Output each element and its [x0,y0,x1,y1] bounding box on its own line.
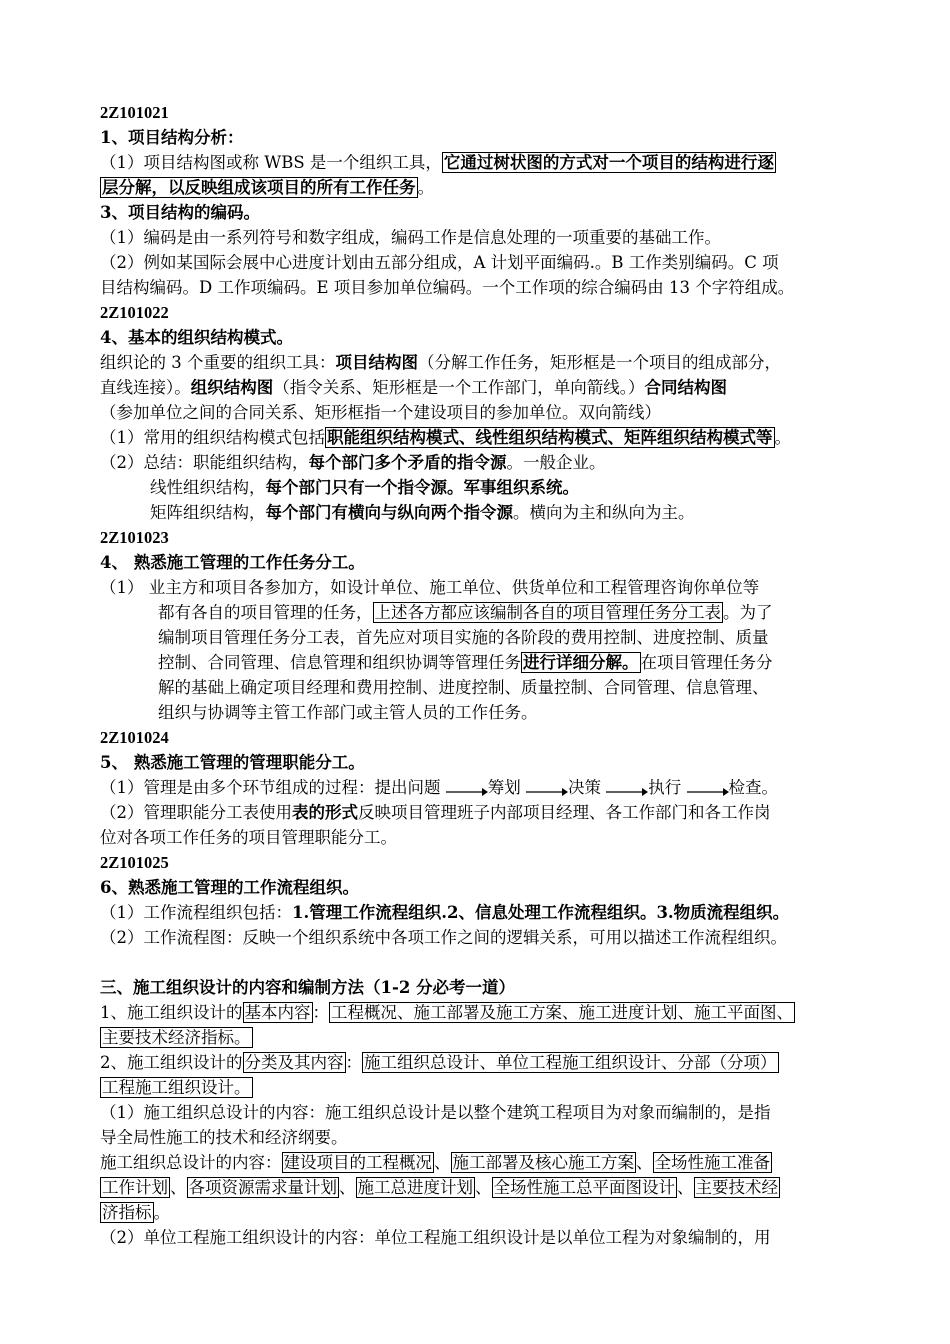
paragraph: 解的基础上确定项目经理和费用控制、进度控制、质量控制、合同管理、信息管理、 [158,678,769,697]
document-body [100,100,884,1250]
paragraph [100,1050,884,1075]
paragraph: （2）工作流程图：反映一个组织系统中各项工作之间的逻辑关系，可用以描述工作流程组织。 [100,928,787,947]
text: 、 [636,1153,653,1172]
text: 反映项目管理班子内部项目经理、各工作部门和各工作岗 [358,803,771,822]
paragraph [100,150,884,175]
paragraph [100,450,884,475]
text: （2）总结：职能组织结构， [100,453,309,472]
boxed-highlight: 它通过树状图的方式对一个项目的结构进行逐 [443,153,774,172]
paragraph [100,175,884,200]
section-code: 2Z101025 [100,853,169,872]
text: 、 [475,1178,492,1197]
process-arrow-icon [446,783,488,793]
paragraph [100,350,884,375]
paragraph [100,1150,884,1175]
paragraph: （1）施工组织总设计的内容：施工组织总设计是以整个建筑工程项目为对象而编制的，是指 [100,1103,771,1122]
paragraph [100,900,884,925]
process-step: 执行 [648,778,682,797]
text: 、 [677,1178,694,1197]
process-arrow-icon [687,783,729,793]
paragraph [100,650,884,675]
boxed-highlight: 职能组织结构模式、线性组织结构模式、矩阵组织结构模式等 [327,428,773,447]
text: 1、施工组织设计的 [100,1003,243,1022]
section-code: 2Z101023 [100,528,169,547]
text: 施工组织总设计的内容： [100,1153,282,1172]
boxed-highlight: 济指标 [102,1203,152,1222]
paragraph: 编制项目管理任务分工表，首先应对项目实施的各阶段的费用控制、进度控制、质量 [158,628,769,647]
paragraph [100,1075,884,1100]
process-arrow-icon [606,783,648,793]
section-heading: 三、施工组织设计的内容和编制方法（1-2 分必考一道） [100,978,516,997]
paragraph [100,475,884,500]
process-step: 检查。 [728,778,778,797]
process-line [100,775,884,800]
paragraph: （参加单位之间的合同关系、矩形框指一个建设项目的参加单位。双向箭线） [100,403,661,422]
paragraph: （2）单位工程施工组织设计的内容：单位工程施工组织设计是以单位工程为对象编制的，用 [100,1228,771,1247]
boxed-highlight: 施工部署及核心施工方案 [452,1153,634,1172]
boxed-highlight: 工程施工组织设计。 [102,1078,251,1097]
text: 在项目管理任务分 [640,653,773,672]
text: 都有各自的项目管理的任务， [158,603,373,622]
paragraph [100,600,884,625]
text: 2、施工组织设计的 [100,1053,243,1072]
text: （分解工作任务，矩形框是一个项目的组成部分， [418,353,781,372]
process-step: 决策 [568,778,601,797]
text: 线性组织结构， [150,478,266,497]
paragraph: 位对各项工作任务的项目管理职能分工。 [100,828,397,847]
boxed-highlight: 工程概况、施工部署及施工方案、施工进度计划、施工平面图、 [331,1003,793,1022]
text: 。 [417,178,434,197]
boxed-highlight: 施工总进度计划 [357,1178,473,1197]
text: 控制、合同管理、信息管理和组织协调等管理任务 [158,653,521,672]
boxed-highlight: 进行详细分解。 [523,653,639,672]
bold-text: 每个部门有横向与纵向两个指令源 [265,503,513,522]
boxed-highlight: 全场性施工准备 [654,1153,770,1172]
section-heading: 4、 熟悉施工管理的工作任务分工。 [100,553,365,572]
paragraph: （1）编码是由一系列符号和数字组成，编码工作是信息处理的一项重要的基础工作。 [100,228,721,247]
process-step: 筹划 [487,778,521,797]
paragraph: 导全局性施工的技术和经济纲要。 [100,1128,348,1147]
text: 矩阵组织结构， [150,503,266,522]
section-heading: 5、 熟悉施工管理的管理职能分工。 [100,753,365,772]
bold-text: 1.管理工作流程组织.2、信息处理工作流程组织。3.物质流程组织。 [292,903,790,922]
blank-line [100,950,884,975]
paragraph [100,1000,884,1025]
paragraph [100,500,884,525]
bold-text: 每个部门多个矛盾的指令源 [308,453,507,472]
section-heading: 4、基本的组织结构模式。 [100,328,293,347]
section-heading: 3、项目结构的编码。 [100,203,260,222]
text: 、 [339,1178,356,1197]
boxed-highlight: 主要技术经济指标。 [102,1028,251,1047]
paragraph: （2）例如某国际会展中心进度计划由五部分组成，A 计划平面编码.。B 工作类别编码。C 项 [100,253,779,272]
text: （1）常用的组织结构模式包括 [100,428,325,447]
paragraph [100,375,884,400]
paragraph [100,425,884,450]
boxed-highlight: 工作计划 [102,1178,168,1197]
boxed-highlight: 上述各方都应该编制各自的项目管理任务分工表 [374,603,721,622]
process-arrow-icon [526,783,568,793]
boxed-highlight: 施工组织总设计、单位工程施工组织设计、分部（分项） [364,1053,777,1072]
bold-text: 合同结构图 [644,378,727,397]
boxed-highlight: 主要技术经 [695,1178,778,1197]
boxed-highlight: 分类及其内容 [244,1053,344,1072]
paragraph [100,1175,884,1200]
bold-text: 项目结构图 [335,353,418,372]
text: 。一般企业。 [506,453,606,472]
boxed-highlight: 全场性施工总平面图设计 [493,1178,675,1197]
section-code: 2Z101024 [100,728,169,747]
text: 、 [170,1178,187,1197]
boxed-highlight: 各项资源需求量计划 [188,1178,337,1197]
text: （1）管理是由多个环节组成的过程：提出问题 [100,778,441,797]
section-code: 2Z101022 [100,303,169,322]
paragraph: 组织与协调等主管工作部门或主管人员的工作任务。 [158,703,538,722]
bold-text: 表的形式 [292,803,358,822]
section-heading: 1、项目结构分析： [100,128,244,147]
paragraph [100,800,884,825]
boxed-highlight: 建设项目的工程概况 [283,1153,432,1172]
boxed-highlight: 基本内容 [244,1003,311,1022]
text: 。为了 [723,603,773,622]
text: ： [312,1003,329,1022]
text: （指令关系、矩形框是一个工作部门，单向箭线。） [273,378,645,397]
boxed-highlight: 层分解，以反映组成该项目的所有工作任务 [102,178,416,197]
text: 。 [774,428,791,447]
text: （1）工作流程组织包括： [100,903,292,922]
section-code: 2Z101021 [100,103,169,122]
text: 组织论的 3 个重要的组织工具： [100,353,336,372]
section-heading: 6、熟悉施工管理的工作流程组织。 [100,878,359,897]
text: 、 [434,1153,451,1172]
bold-text: 每个部门只有一个指令源。军事组织系统。 [265,478,579,497]
text: （2）管理职能分工表使用 [100,803,292,822]
text: （1）项目结构图或称 WBS 是一个组织工具， [100,153,442,172]
text: 。 [153,1203,170,1222]
text: ： [345,1053,362,1072]
bold-text: 组织结构图 [190,378,274,397]
text: 。横向为主和纵向为主。 [513,503,695,522]
paragraph [100,1025,884,1050]
paragraph: 目结构编码。D 工作项编码。E 项目参加单位编码。一个工作项的综合编码由 13 个字符组成。 [100,278,795,297]
text: 直线连接）。 [100,378,191,397]
paragraph [100,1200,884,1225]
paragraph: （1） 业主方和项目各参加方，如设计单位、施工单位、供货单位和工程管理咨询你单位等 [100,578,760,597]
